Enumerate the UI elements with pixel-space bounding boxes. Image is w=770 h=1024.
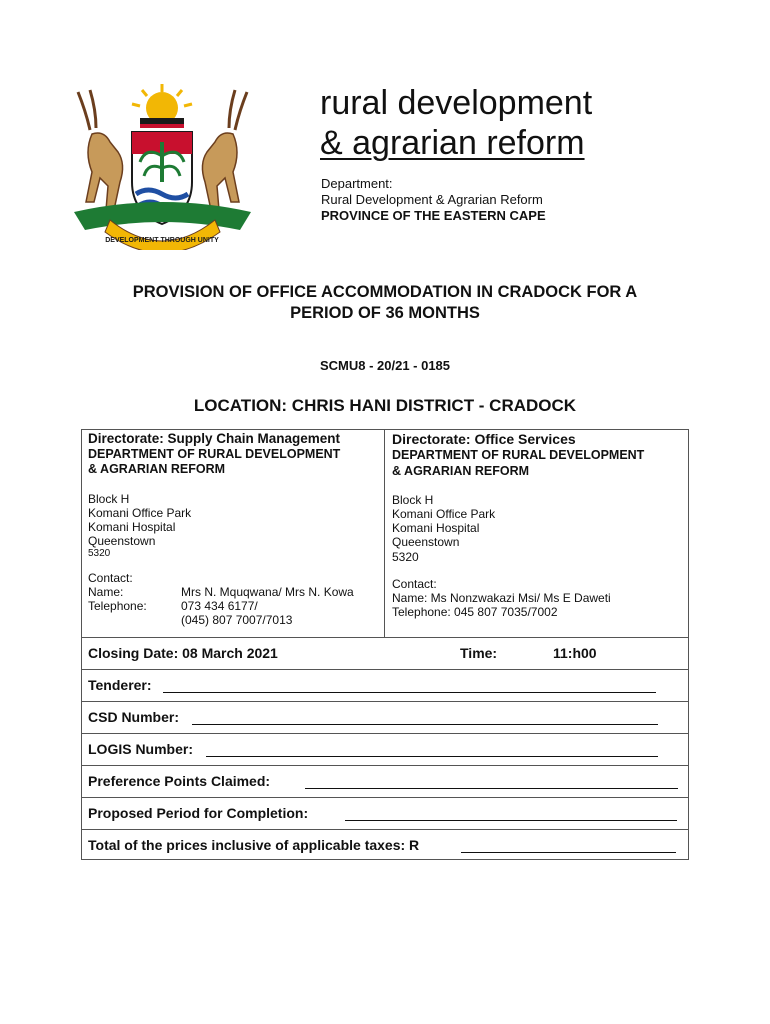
- logis-number-field[interactable]: [206, 756, 658, 757]
- department-label: Department:: [321, 176, 393, 191]
- right-dept-line-2: & AGRARIAN REFORM: [392, 464, 530, 478]
- left-telephone-label: Telephone:: [88, 599, 147, 613]
- province-name: PROVINCE OF THE EASTERN CAPE: [321, 208, 546, 223]
- title-line-2: PERIOD OF 36 MONTHS: [290, 304, 480, 322]
- left-directorate: Directorate: Supply Chain Management: [88, 431, 341, 446]
- time-label: Time:: [460, 645, 498, 661]
- preference-points-label: Preference Points Claimed:: [88, 773, 271, 789]
- right-contact-label: Contact:: [392, 577, 437, 591]
- left-name-label: Name:: [88, 585, 124, 599]
- completion-period-label: Proposed Period for Completion:: [88, 805, 309, 821]
- left-contact-label: Contact:: [88, 571, 133, 585]
- tenderer-label: Tenderer:: [88, 677, 152, 693]
- row-divider: [81, 829, 689, 830]
- total-price-field[interactable]: [461, 852, 676, 853]
- left-name-value: Mrs N. Mquqwana/ Mrs N. Kowa: [181, 585, 354, 599]
- left-address-line: Block H: [88, 492, 130, 506]
- row-divider: [81, 797, 689, 798]
- tenderer-field[interactable]: [163, 692, 656, 693]
- row-divider: [81, 765, 689, 766]
- right-name-line: Name: Ms Nonzwakazi Msi/ Ms E Daweti: [392, 591, 611, 605]
- left-dept-line-2: & AGRARIAN REFORM: [88, 462, 226, 476]
- brand-line-2: & agrarian reform: [320, 124, 585, 162]
- right-address-line: Komani Hospital: [392, 521, 480, 535]
- row-divider: [81, 637, 689, 638]
- total-price-label: Total of the prices inclusive of applicable taxes: R: [88, 837, 420, 853]
- location-heading: LOCATION: CHRIS HANI DISTRICT - CRADOCK: [193, 396, 577, 415]
- right-telephone-line: Telephone: 045 807 7035/7002: [392, 605, 558, 619]
- right-dept-line-1: DEPARTMENT OF RURAL DEVELOPMENT: [392, 448, 645, 462]
- row-divider: [81, 701, 689, 702]
- preference-points-field[interactable]: [305, 788, 678, 789]
- crest-motto: DEVELOPMENT THROUGH UNITY: [105, 237, 219, 244]
- csd-number-field[interactable]: [192, 724, 658, 725]
- right-directorate: Directorate: Office Services: [392, 431, 576, 447]
- logis-number-label: LOGIS Number:: [88, 741, 194, 757]
- left-address-line: Komani Hospital: [88, 520, 176, 534]
- brand-line-1: rural development: [320, 84, 593, 122]
- left-telephone-value: (045) 807 7007/7013: [181, 613, 293, 627]
- right-postal-code: 5320: [392, 550, 419, 564]
- coat-of-arms-icon: [70, 82, 255, 250]
- left-address-line: Queenstown: [88, 534, 156, 548]
- department-block: [321, 176, 546, 224]
- left-dept-line-1: DEPARTMENT OF RURAL DEVELOPMENT: [88, 447, 341, 461]
- completion-period-field[interactable]: [345, 820, 677, 821]
- column-divider: [384, 429, 385, 637]
- right-address-line: Queenstown: [392, 535, 460, 549]
- left-postal-code: 5320: [88, 548, 111, 559]
- right-address-line: Komani Office Park: [392, 507, 496, 521]
- left-address-line: Komani Office Park: [88, 506, 192, 520]
- reference-number: SCMU8 - 20/21 - 0185: [319, 358, 451, 373]
- document-title: [80, 282, 690, 324]
- left-telephone-value: 073 434 6177/: [181, 599, 258, 613]
- department-name: Rural Development & Agrarian Reform: [321, 192, 543, 207]
- time-value: 11:h00: [553, 645, 597, 661]
- csd-number-label: CSD Number:: [88, 709, 180, 725]
- row-divider: [81, 669, 689, 670]
- title-line-1: PROVISION OF OFFICE ACCOMMODATION IN CRADOCK FOR A: [132, 283, 638, 301]
- closing-date: Closing Date: 08 March 2021: [88, 645, 278, 661]
- right-address-line: Block H: [392, 493, 434, 507]
- row-divider: [81, 733, 689, 734]
